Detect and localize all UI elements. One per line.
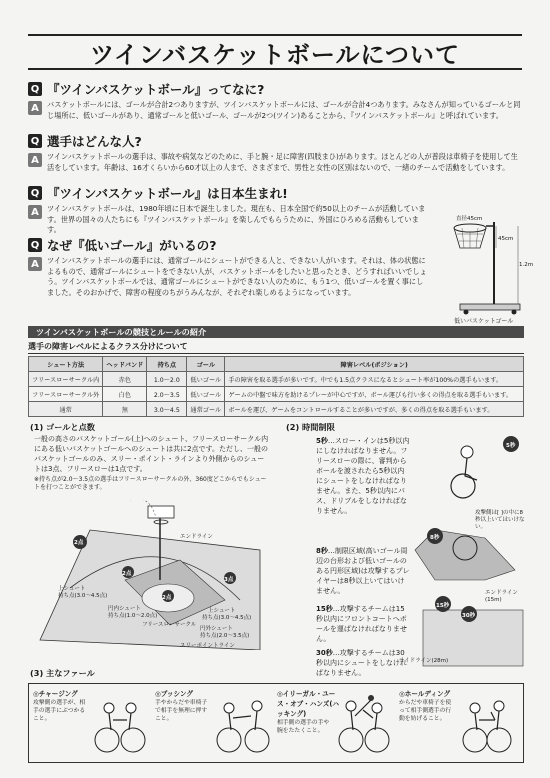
cell: フリースローサークル内 xyxy=(29,372,103,387)
court-circle-shot: 円外シュート xyxy=(200,626,233,632)
badge-8s: 8秒 xyxy=(430,535,440,541)
class-table xyxy=(28,356,524,417)
restricted-note: 攻撃側は[ ]の中に8秒以上いてはいけない。 xyxy=(475,510,525,530)
goal-points-body: 一般の高さのバスケットゴール(上)へのシュート、フリースローサークル内にある低いバスケットゴールへのシュートは共に2点です。ただし、一般のバスケットゴールのみ、スリー・ポイント・ラインより外側からのシュートは3点、フリースローは1点です。 xyxy=(34,435,269,473)
hoop-dim-top: 直径45cm xyxy=(456,216,483,222)
cell: 低いゴール xyxy=(187,372,225,387)
foul-holding xyxy=(399,688,517,760)
goal-points-note: ※持ち点が2.0〜3.5点の選手はフリースローサークルの外、360度どこからでもシュートを打つことができます。 xyxy=(34,476,267,491)
a2-mark: A xyxy=(28,153,42,167)
cell: 手の障害を取る選手が多いです。中でも1.5点クラスになるとシュート率が100%の選手もいます。 xyxy=(225,372,524,387)
q3-question: 『ツインバスケットボール』は日本生まれ! xyxy=(47,186,288,201)
th-headband: ヘッドバンド xyxy=(103,357,147,372)
foul-hacking xyxy=(277,688,395,760)
foul-pushing-desc: 手やからだや車椅子で相手を無理に押すこと。 xyxy=(155,700,208,722)
foul-hacking-name: ◎イリーガル・ユース・オブ・ハンズ(ハッキング) xyxy=(277,690,339,718)
th-shoot: シュート方法 xyxy=(29,357,103,372)
hoop-dim-height: 1.2m xyxy=(519,262,534,268)
pushing-icon xyxy=(211,690,273,758)
q1-question: 『ツインバスケットボール』ってなに? xyxy=(47,82,265,97)
rule-8s-lead: 8秒 xyxy=(316,547,328,555)
rule-30s-text: …攻撃するチームは30秒以内にシュートをしなければなりません。 xyxy=(316,649,407,677)
court-circle-in: 円内シュート xyxy=(108,606,141,612)
qa-4 xyxy=(28,236,428,298)
court-three-line: スリーポイントライン xyxy=(180,643,235,649)
page-title: ツインバスケットボールについて xyxy=(90,40,460,69)
court-upper-shot-b: 上シュート xyxy=(208,608,236,614)
court-upper-shot-a: 上シュート xyxy=(58,586,86,592)
cell: 1.0〜2.0 xyxy=(147,372,187,387)
cell: 赤色 xyxy=(103,372,147,387)
table-row xyxy=(29,372,524,387)
court-diagram xyxy=(30,500,270,650)
cell: 通常ゴール xyxy=(187,402,225,417)
hacking-icon xyxy=(333,690,395,758)
qa-3 xyxy=(28,184,428,236)
badge-15s: 15秒 xyxy=(436,603,450,609)
foul-charging-desc: 攻撃側の選手が、相手の選手にぶつかること。 xyxy=(33,700,86,722)
a1-answer: バスケットボールには、ゴールが合計2つありますが、ツインバスケットボールには、ゴールが合計4つあります。みなさんが知っているゴールと同じ場所に、低いゴールがあり、通常ゴールと低いゴール、ゴールが2つ(ツイン)あることから、『ツインバスケットボール』と呼ばれています。 xyxy=(47,100,521,120)
rule-5s-text: …スロー・インは5秒以内にしなければなりません。フリースローの際に、審判からボールを渡されたら5秒以内にシュートをしなければなりません。また、5秒以内にパス、ドリブルをしなければなりません。 xyxy=(316,437,410,515)
court-upper-shot-a2: 持ち点(3.0〜4.5点) xyxy=(58,593,108,599)
court-upper-shot-b2: 持ち点(3.0〜4.5点) xyxy=(202,615,252,621)
rule-5s-lead: 5秒 xyxy=(316,437,328,445)
th-points: 持ち点 xyxy=(147,357,187,372)
side-line-label: サイドライン(28m) xyxy=(399,658,449,664)
court-badge-2a: 2点 xyxy=(74,540,84,546)
charging-icon xyxy=(89,690,151,758)
qa-2 xyxy=(28,132,524,173)
rules-band: ツインバスケットボールの競技とルールの紹介 xyxy=(28,326,524,338)
court-endline: エンドライン xyxy=(180,534,213,540)
cell: フリースローサークル外 xyxy=(29,387,103,402)
q1-mark: Q xyxy=(28,82,42,96)
q4-question: なぜ『低いゴール』がいるの? xyxy=(47,238,217,253)
court-throw-line: フリースローサークル xyxy=(142,622,197,628)
badge-5s: 5秒 xyxy=(506,443,516,449)
cell: ゲームの中盤で味方を助けるプレーが中心ですが、ボール運びも行い多くの得点を取る選手もいます。 xyxy=(225,387,524,402)
foul-pushing xyxy=(155,688,273,760)
q3-mark: Q xyxy=(28,186,42,200)
end-line-label: エンドライン(15m) xyxy=(485,590,518,603)
foul-hacking-desc: 相手側の選手の手や腕をたたくこと。 xyxy=(277,720,330,734)
a3-answer: ツインバスケットボールは、1980年頃に日本で誕生しました。現在も、日本全国で約50以上のチームが活動しています。世界の国々の人たちにも『ツインバスケットボール』を楽しんでもらうために、外国にひろめる活動もしています。 xyxy=(47,204,426,234)
table-row xyxy=(29,402,524,417)
court-circle-in2: 持ち点(1.0〜2.0点) xyxy=(108,613,158,619)
wheelchair-player-icon xyxy=(395,430,525,670)
goal-points-title: (1) ゴールと点数 xyxy=(30,422,95,432)
qa-1 xyxy=(28,80,524,121)
court-badge-3: 3点 xyxy=(224,577,234,583)
court-circle-shot2: 持ち点(2.0〜3.5点) xyxy=(200,633,250,639)
cell: 無 xyxy=(103,402,147,417)
q2-question: 選手はどんな人? xyxy=(47,134,142,149)
a2-answer: ツインバスケットボールの選手は、事故や病気などのために、手と腕・足に障害(四肢まひ)があります。ほとんどの人が普段は車椅子を使用して生活をしています。年齢は、16才くらいから60才以上の人まで、さまざまで、男性と女性の区別はないので、一緒のチームで活動をしています。 xyxy=(47,152,518,172)
court-badge-2b: 2点 xyxy=(122,571,132,577)
badge-30s: 30秒 xyxy=(462,613,476,619)
foul-pushing-name: ◎プッシング xyxy=(155,690,193,698)
th-level: 障害レベル(ポジション) xyxy=(225,357,524,372)
cell: 2.0〜3.5 xyxy=(147,387,187,402)
time-limit-illustration xyxy=(395,430,525,670)
low-hoop-illustration xyxy=(440,212,534,325)
rule-8s-text: …制限区域(高いゴール周辺の台形および低いゴールのある円形区域)は攻撃するプレイヤーは8秒以上いてはいけません。 xyxy=(316,547,410,595)
title-box xyxy=(28,34,522,70)
fouls-title: (3) 主なファール xyxy=(30,668,95,678)
low-hoop-icon xyxy=(440,212,528,324)
foul-holding-desc: からだや車椅子を使って相手側選手の行動を妨げること。 xyxy=(399,700,452,722)
foul-charging xyxy=(33,688,151,760)
q2-mark: Q xyxy=(28,134,42,148)
cell: 3.0〜4.5 xyxy=(147,402,187,417)
a3-mark: A xyxy=(28,205,42,219)
hoop-dim-side: 45cm xyxy=(498,236,514,242)
rule-15s-text: …攻撃するチームは15秒以内にフロントコートへボールを運ばなければなりません。 xyxy=(316,605,407,643)
class-heading: 選手の障害レベルによるクラス分けについて xyxy=(28,341,524,354)
class-table-header xyxy=(29,357,524,372)
cell: 白色 xyxy=(103,387,147,402)
table-row xyxy=(29,387,524,402)
foul-charging-name: ◎チャージング xyxy=(33,690,78,698)
hoop-caption: 低いバスケットゴール xyxy=(454,318,514,325)
cell: ボールを運び、ゲームをコントロールすることが多いですが、多くの得点を取る選手もいます。 xyxy=(225,402,524,417)
cell: 通常 xyxy=(29,402,103,417)
a4-mark: A xyxy=(28,257,42,271)
th-goal: ゴール xyxy=(187,357,225,372)
holding-icon xyxy=(455,690,517,758)
cell: 低いゴール xyxy=(187,387,225,402)
a1-mark: A xyxy=(28,101,42,115)
fouls-panel xyxy=(28,683,524,763)
a4-answer: ツインバスケットボールの選手には、通常ゴールにシュートができる人と、できない人がいます。それは、体の状態によるもので、通常ゴールにシュートをできない人が、バスケットボールをしたいと思ったとき、どうすればいいでしょう。ツインバスケットボールでは、通常ゴールにシュートができない人のために、もう1つ、低いゴールを置く事にしました。そのおかげで、障害の程度のちがうみんなが、それぞれ楽しめるようになっています。 xyxy=(47,256,427,297)
rule-15s-lead: 15秒 xyxy=(316,605,333,613)
foul-holding-name: ◎ホールディング xyxy=(399,690,451,698)
q4-mark: Q xyxy=(28,238,42,252)
rule-30s-lead: 30秒 xyxy=(316,649,333,657)
time-limit-title: (2) 時間制限 xyxy=(286,422,335,432)
court-badge-2c: 2点 xyxy=(162,595,172,601)
